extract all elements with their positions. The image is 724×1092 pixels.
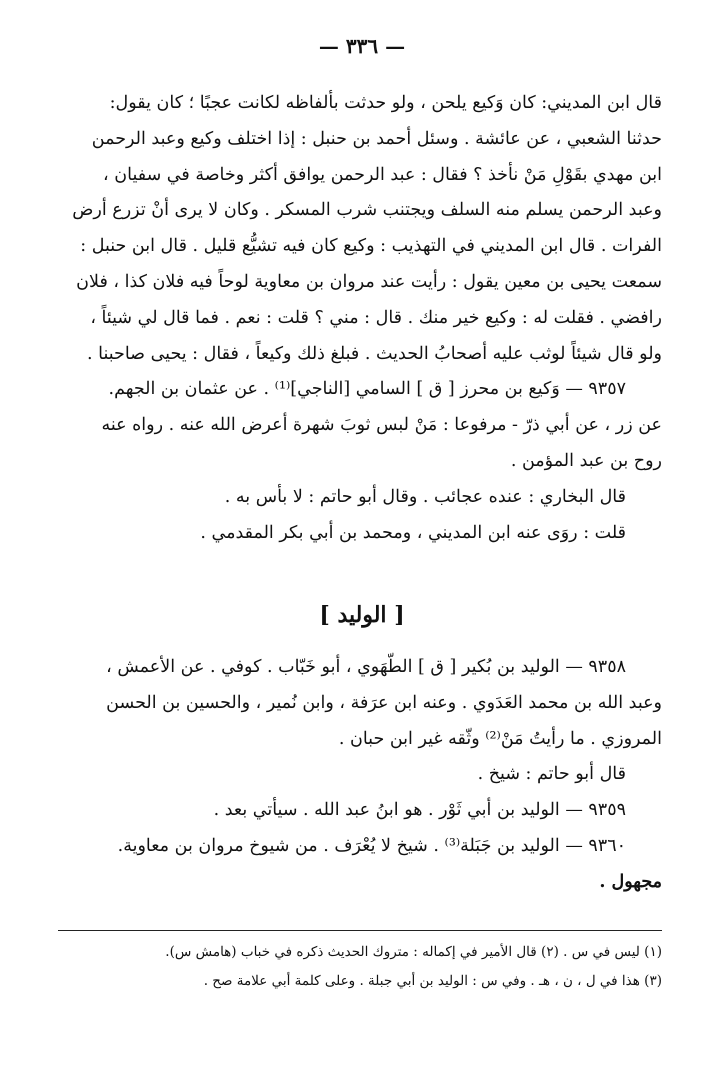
text-line: حدثنا الشعبي ، عن عائشة . وسئل أحمد بن حنبل : إذا اختلف وكيع وعبد الرحمن xyxy=(91,128,662,149)
text-line: قال البخاري : عنده عجائب . وقال أبو حاتم : لا بأس به . xyxy=(224,486,626,507)
main-text-bottom xyxy=(58,650,662,901)
page-number: — ٣٣٦ — xyxy=(318,34,406,58)
entry-heading-9358: ٩٣٥٨ — الوليد بن بُكير [ ق ] الطّهَوي ، أبو خَبّاب . كوفي . عن الأعمش ، xyxy=(106,657,626,677)
text-line: وعبد الرحمن يسلم منه السلف ويجتنب شرب المسكر . وكان لا يرى أنْ تزرع أرض xyxy=(72,200,662,221)
text-line: ولو قال شيئاً لوثب عليه أصحابُ الحديث . فبلغ ذلك وكيعاً ، فقال : يحيى صاحبنا . xyxy=(86,343,662,364)
footnotes xyxy=(58,938,662,996)
entry-heading-9357: ٩٣٥٧ — وَكيع بن محرز [ ق ] السامي [الناجي]⁽¹⁾ . عن عثمان بن الجهم. xyxy=(108,379,626,400)
text-line: المروزي . ما رأيتُ مَنْ⁽²⁾ وثّقه غير ابن حبان . xyxy=(338,728,662,749)
section-heading: [ الوليد ] xyxy=(319,602,405,628)
footnote-divider xyxy=(58,930,662,931)
text-line: عن زر ، عن أبي ذرّ - مرفوعا : مَنْ لبس ثوبَ شهرة أعرض الله عنه . رواه عنه xyxy=(101,415,662,436)
text-line: قال أبو حاتم : شيخ . xyxy=(477,764,626,785)
text-line: ابن مهدي بقَوْلِ مَنْ نأخذ ؟ فقال : عبد الرحمن يوافق أكثر وخاصة في سفيان ، xyxy=(103,164,662,185)
text-line: مجهول . xyxy=(599,871,662,892)
entry-heading-9359: ٩٣٥٩ — الوليد بن أبي ثَوْر . هو ابنُ عبد الله . سيأتي بعد . xyxy=(213,800,626,821)
main-text-top xyxy=(58,86,662,551)
text-line: قلت : روَى عنه ابن المديني ، ومحمد بن أبي بكر المقدمي . xyxy=(200,522,626,543)
footnote-line: (٣) هذا في ل ، ن ، هـ . وفي س : الوليد بن أبي جبلة . وعلى كلمة أبي علامة صح . xyxy=(203,973,662,989)
text-line: سمعت يحيى بن معين يقول : رأيت عند مروان بن معاوية لوحاً فيه فلان كذا ، فلان xyxy=(76,271,662,292)
entry-heading-9360: ٩٣٦٠ — الوليد بن جَبَلة⁽³⁾ . شيخ لا يُعْرَف . من شيوخ مروان بن معاوية. xyxy=(117,835,626,856)
footnote-line: (١) ليس في س . (٢) قال الأمير في إكماله : متروك الحديث ذكره في خباب (هامش س). xyxy=(165,944,662,960)
text-line: قال ابن المديني: كان وَكيع يلحن ، ولو حدثت بألفاظه لكانت عجبًا ؛ كان يقول: xyxy=(109,93,662,113)
text-line: وعبد الله بن محمد العَدَوي . وعنه ابن عرَفة ، وابن نُمير ، والحسين بن الحسن xyxy=(106,692,662,713)
text-line: الفرات . قال ابن المديني في التهذيب : وكيع كان فيه تشيُّع قليل . قال ابن حنبل : xyxy=(80,236,662,257)
text-line: رافضي . فقلت له : وكيع خير منك . قال : مني ؟ قلت : نعم . فما قال لي شيئاً ، xyxy=(90,307,662,328)
text-line: روح بن عبد المؤمن . xyxy=(510,450,662,471)
